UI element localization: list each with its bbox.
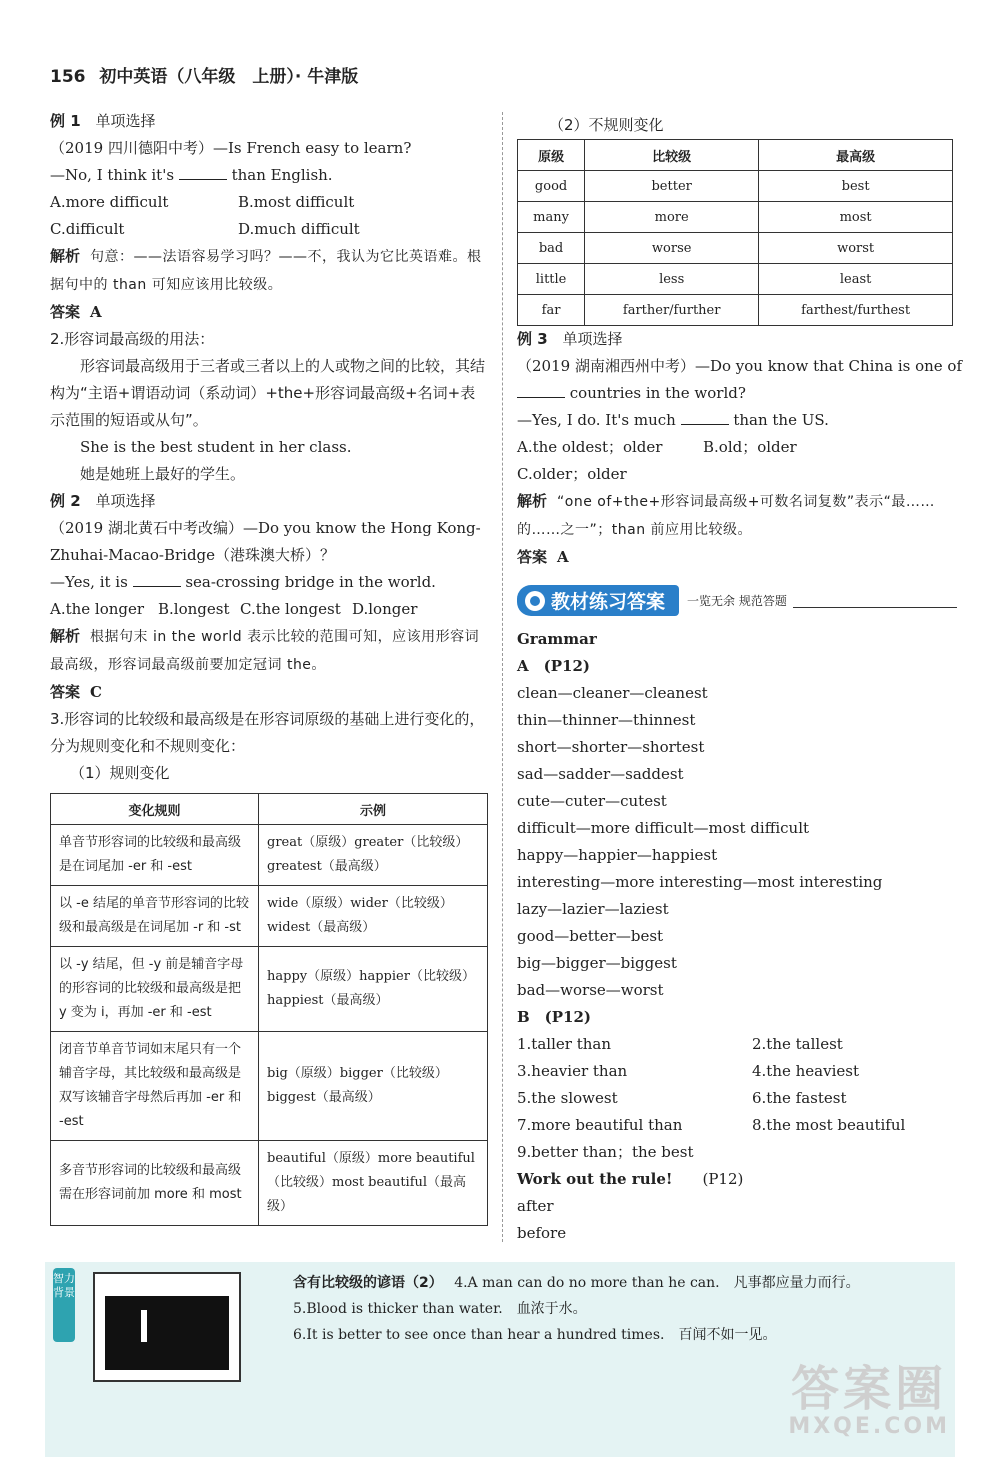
regular-change-table [50,793,488,1226]
example-2-question: —Yes, it is sea-crossing bridge in the world. [50,573,436,591]
answer-blank [179,165,227,180]
list-item: 5.the slowest 6.the fastest [517,1089,847,1107]
example-1-answer: 答案 A [50,303,102,321]
answer-blank [133,572,181,587]
right-column [517,112,963,1247]
irregular-change-table [517,139,953,326]
example-3-question-line1: countries in the world? [517,380,957,407]
list-item: difficult—more difficult—most difficult [517,819,810,837]
list-item: big—bigger—biggest [517,954,677,972]
book-title: 初中英语（八年级 上册）· 牛津版 [99,67,359,87]
list-item: 1.taller than 2.the tallest [517,1035,843,1053]
answer-blank [681,410,729,425]
list-item: 7.more beautiful than 8.the most beautiful [517,1116,906,1134]
table-row: 以 -y 结尾，但 -y 前是辅音字母的形容词的比较级和最高级是把 y 变为 i，再加 -er 和 -est happy（原级）happier（比较级）happiest（最高级） [51,947,488,1032]
intelligence-background-tag: 智力背景 [53,1268,75,1342]
section-a-label: A (P12) [517,657,590,675]
list-item: cute—cuter—cutest [517,792,667,810]
list-item: 3.heavier than 4.the heaviest [517,1062,859,1080]
point-3-title: 3.形容词的比较级和最高级是在形容词原级的基础上进行变化的，分为规则变化和不规则变化： [50,710,485,755]
work-out-rule-label: Work out the rule! (P12) [517,1170,744,1188]
point-2-example-cn: 她是她班上最好的学生。 [80,465,246,483]
proverb-line-3: 6.It is better to see once than hear a hundred times. 百闻不如一见。 [293,1327,777,1343]
example-2-analysis: 解析 根据句末 in the world 表示比较的范围可知，应该用形容词最高级，形容词最高级前要加定冠词 the。 [50,627,480,673]
example-3-options-ab: A.the oldest；older B.old；older [517,438,797,456]
example-2-heading: 例 2 单项选择 [50,492,156,510]
example-1-question: —No, I think it's than English. [50,166,333,184]
table-row: far farther/further farthest/furthest [518,295,953,326]
banner-underline [793,607,957,608]
example-3-answer: 答案 A [517,548,569,566]
list-item: happy—happier—happiest [517,846,718,864]
section-b-label: B (P12) [517,1008,592,1026]
table-header: 示例 [259,794,488,825]
column-divider [502,112,503,1242]
watermark-logo: 答案圈 MXQE.COM [788,1361,950,1439]
table-header: 变化规则 [51,794,259,825]
table-row: good better best [518,171,953,202]
point-2-body: 形容词最高级用于三者或三者以上的人或物之间的比较，其结构为“主语+谓语动词（系动词）+the+形容词最高级+名词+表示范围的短语或从句”。 [50,357,486,429]
illustration-image [93,1272,241,1382]
example-1-options-ab: A.more difficult B.most difficult [50,193,355,211]
irregular-heading: （2）不规则变化 [549,116,664,134]
proverb-line-2: 5.Blood is thicker than water. 血浓于水。 [293,1301,587,1317]
example-2-source: （2019 湖北黄石中考改编）—Do you know the Hong Kong-Zhuhai-Macao-Bridge（港珠澳大桥）？ [50,519,481,564]
example-3-source: （2019 湖南湘西州中考）—Do you know that China is one of [517,357,963,375]
textbook-answers-banner [517,585,957,616]
banner-subtitle: 一览无余 规范答题 [687,594,787,608]
table-row: 以 -e 结尾的单音节形容词的比较级和最高级是在词尾加 -r 和 -st wide（原级）wider（比较级）widest（最高级） [51,886,488,947]
example-1-analysis: 解析 句意：——法语容易学习吗？——不，我认为它比英语难。根据句中的 than 可知应该用比较级。 [50,247,482,293]
point-3-sub1: （1）规则变化 [70,764,170,782]
left-column [50,108,488,1226]
list-item: sad—sadder—saddest [517,765,684,783]
list-item: before [517,1224,567,1242]
example-3-heading: 例 3 单项选择 [517,330,623,348]
table-row: many more most [518,202,953,233]
table-row: 多音节形容词的比较级和最高级需在形容词前加 more 和 most beautiful（原级）more beautiful（比较级）most beautiful（最高级） [51,1141,488,1226]
list-item: clean—cleaner—cleanest [517,684,708,702]
table-row: 闭音节单音节词如末尾只有一个辅音字母，其比较级和最高级是双写该辅音字母然后再加 -er 和 -est big（原级）bigger（比较级）biggest（最高级） [51,1032,488,1141]
example-1-source: （2019 四川德阳中考）—Is French easy to learn? [50,139,412,157]
list-item: thin—thinner—thinnest [517,711,696,729]
table-row: little less least [518,264,953,295]
proverb-text [293,1270,860,1348]
proverb-line-1: 含有比较级的谚语（2） 4.A man can do no more than he can. 凡事都应量力而行。 [293,1275,860,1291]
point-2-title: 2.形容词最高级的用法： [50,330,215,348]
example-2-options: A.the longer B.longest C.the longest D.longer [50,600,418,618]
list-item: after [517,1197,554,1215]
table-row: 单音节形容词的比较级和最高级是在词尾加 -er 和 -est great（原级）greater（比较级）greatest（最高级） [51,825,488,886]
list-item: lazy—lazier—laziest [517,900,669,918]
banner-ball-icon [525,591,545,611]
point-2-example-en: She is the best student in her class. [80,438,352,456]
list-item: interesting—more interesting—most interesting [517,873,883,891]
example-3-option-c: C.older；older [517,465,627,483]
page-header [50,62,358,87]
table-header: 最高级 [759,140,953,171]
table-header: 比较级 [585,140,759,171]
banner-title: 教材练习答案 [517,585,679,616]
proverb-heading: 含有比较级的谚语（2） [293,1275,436,1291]
list-item: bad—worse—worst [517,981,664,999]
grammar-title: Grammar [517,630,597,648]
table-header: 原级 [518,140,585,171]
example-2-answer: 答案 C [50,683,102,701]
example-3-analysis: 解析 “one of+the+形容词最高级+可数名词复数”表示“最……的……之一”；than 前应用比较级。 [517,492,935,538]
list-item: good—better—best [517,927,664,945]
list-item: short—shorter—shortest [517,738,705,756]
answer-blank [517,383,565,398]
section-a-list [517,680,957,1004]
table-row: bad worse worst [518,233,953,264]
example-1-options-cd: C.difficult D.much difficult [50,220,360,238]
example-1-heading: 例 1 单项选择 [50,112,156,130]
list-item: 9.better than；the best [517,1143,694,1161]
section-b-list [517,1031,957,1166]
page-number: 156 [50,67,86,87]
example-3-question-line2: —Yes, I do. It's much than the US. [517,411,829,429]
